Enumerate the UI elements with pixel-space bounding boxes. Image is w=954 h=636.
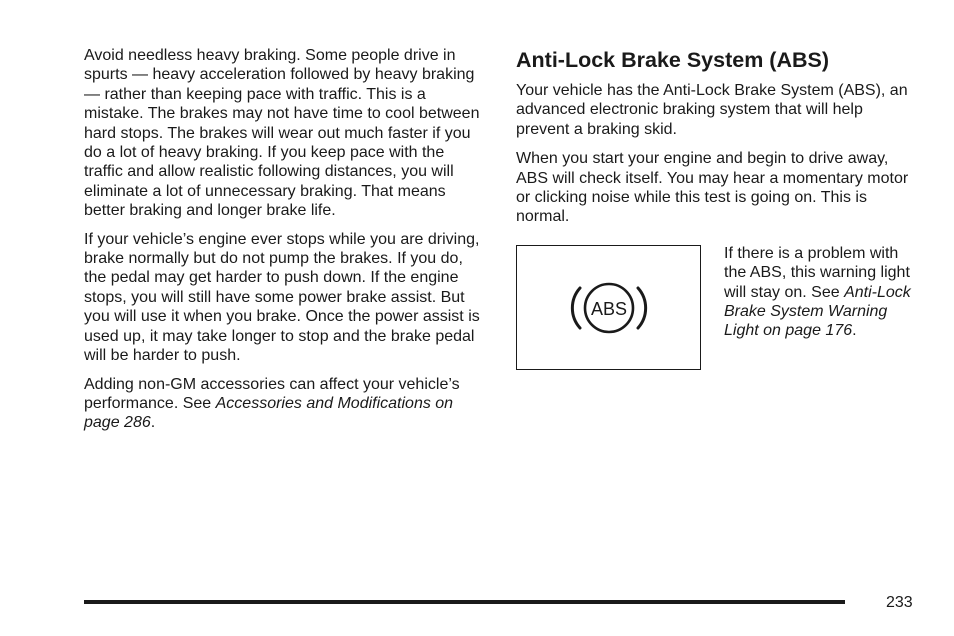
accessories-text: Adding non-GM accessories can affect your vehicle’s performance. See: [84, 375, 460, 412]
abs-caption-end: .: [852, 322, 857, 340]
abs-label: ABS: [590, 298, 628, 319]
abs-figure-caption: [724, 244, 924, 341]
abs-figure-box: [516, 245, 701, 370]
section-heading: Anti-Lock Brake System (ABS): [516, 48, 830, 72]
abs-figure-row: [516, 245, 920, 375]
left-column: [84, 46, 482, 433]
paragraph-engine-stops: If your vehicle’s engine ever stops while you are driving, brake normally but do not pump the brakes. If you do, the pedal may get harder to push down. If the engine stops, you will still have some power brake assist. But you will use it when you brake. Once the power assist is used up, it may take longer to stop and the brake pedal will be harder to push.: [84, 230, 480, 365]
paragraph-abs-intro: Your vehicle has the Anti-Lock Brake System (ABS), an advanced electronic braking system that will help prevent a braking skid.: [516, 82, 908, 138]
right-column: [516, 46, 920, 375]
paragraph-heavy-braking: Avoid needless heavy braking. Some people drive in spurts — heavy acceleration followed by heavy braking — rather than keeping pace with traffic. This is a mistake. The brakes may not have time to cool between hard stops. The brakes will wear out much faster if you do a lot of heavy braking. If you keep pace with the traffic and allow realistic following distances, you will eliminate a lot of unnecessary braking. That means better braking and longer brake life.: [84, 47, 480, 220]
abs-caption-reference: Anti-Lock Brake System Warning Light on page 176: [724, 283, 911, 340]
accessories-reference: Accessories and Modifications on page 286: [84, 394, 454, 432]
accessories-end: .: [150, 414, 156, 432]
paragraph-accessories: [84, 375, 482, 433]
abs-warning-light-icon: [517, 246, 702, 371]
footer-rule: [84, 600, 845, 604]
page-number: 233: [886, 594, 913, 611]
abs-caption-text: If there is a problem with the ABS, this warning light will stay on. See: [724, 244, 910, 301]
paragraph-abs-check: When you start your engine and begin to drive away, ABS will check itself. You may hear a momentary motor or clicking noise while this test is going on. This is normal.: [516, 150, 909, 226]
